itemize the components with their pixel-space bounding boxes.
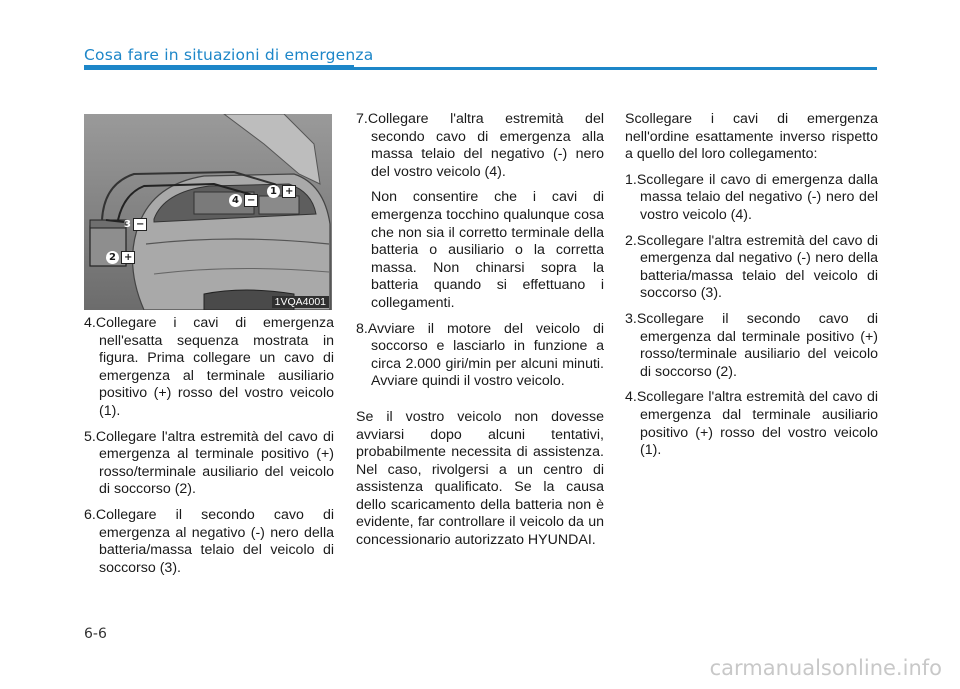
section-title: Cosa fare in situazioni di emergenza xyxy=(84,46,374,64)
callout-sign: + xyxy=(121,251,135,264)
callout-number: 1 xyxy=(267,185,280,198)
callout-number: 2 xyxy=(106,251,119,264)
callout-number: 4 xyxy=(229,194,242,207)
step-8: 8.Avviare il motore del veicolo di soccorso e lasciarlo in funzione a circa 2.000 giri/min per alcuni minuti. Avviare quindi il vostro veicolo. xyxy=(356,320,604,390)
step-6: 6.Collegare il secondo cavo di emergenza al negativo (-) nero della batteria/massa telaio del veicolo di soccorso (3). xyxy=(84,506,334,576)
callout-sign: − xyxy=(244,194,258,207)
callout-sign: − xyxy=(133,218,147,231)
service-paragraph: Se il vostro veicolo non dovesse avviarsi dopo alcuni tentativi, probabilmente necessita di assistenza. Nel caso, rivolgersi a un centro di assistenza qualificato. Se la causa dello scaricamento della batteria non è evidente, far controllare il veicolo da un concessionario autorizzato HYUNDAI. xyxy=(356,408,604,549)
header-rule xyxy=(84,67,877,70)
car-engine-bay-drawing xyxy=(84,114,332,310)
callout-4 xyxy=(229,194,258,207)
column-2 xyxy=(356,111,604,558)
disconnect-step-4: 4.Scollegare l'altra estremità del cavo di emergenza dal terminale ausiliario positivo (+) rosso del vostro veicolo (1). xyxy=(625,389,878,459)
disconnect-intro: Scollegare i cavi di emergenza nell'ordine esattamente inverso rispetto a quello del loro collegamento: xyxy=(625,111,878,163)
step-5: 5.Collegare l'altra estremità del cavo di emergenza al terminale positivo (+) rosso/terminale ausiliario del veicolo di soccorso (2). xyxy=(84,428,334,498)
watermark: carmanualsonline.info xyxy=(709,656,942,680)
disconnect-step-1: 1.Scollegare il cavo di emergenza dalla massa telaio del negativo (-) nero del vostro veicolo (4). xyxy=(625,171,878,223)
jump-start-illustration xyxy=(84,114,332,310)
callout-sign: + xyxy=(282,185,296,198)
figure-code: 1VQA4001 xyxy=(272,296,329,308)
step-7-note: Non consentire che i cavi di emergenza tocchino qualunque cosa che non sia il corretto terminale della batteria o ausiliario o la corretta massa. Non chinarsi sopra la batteria quando si effettuano i collegamenti. xyxy=(371,189,604,311)
step-7: 7.Collegare l'altra estremità del secondo cavo di emergenza alla massa telaio del negativo (-) nero del vostro veicolo (4). xyxy=(356,111,604,180)
disconnect-step-3: 3.Scollegare il secondo cavo di emergenza dal terminale positivo (+) rosso/terminale ausiliario del veicolo di soccorso (2). xyxy=(625,310,878,380)
column-3 xyxy=(625,111,878,468)
page-number: 6-6 xyxy=(84,626,107,642)
disconnect-step-2: 2.Scollegare l'altra estremità del cavo di emergenza dal negativo (-) nero della batteria/massa telaio del veicolo di soccorso (3). xyxy=(625,232,878,302)
callout-1 xyxy=(267,185,296,198)
callout-number: 3 xyxy=(124,219,131,230)
callout-2 xyxy=(106,251,135,264)
column-1 xyxy=(84,315,334,585)
callout-3 xyxy=(124,218,147,231)
step-4: 4.Collegare i cavi di emergenza nell'esatta sequenza mostrata in figura. Prima collegare un cavo di emergenza al terminale ausiliario positivo (+) rosso del vostro veicolo (1). xyxy=(84,315,334,419)
